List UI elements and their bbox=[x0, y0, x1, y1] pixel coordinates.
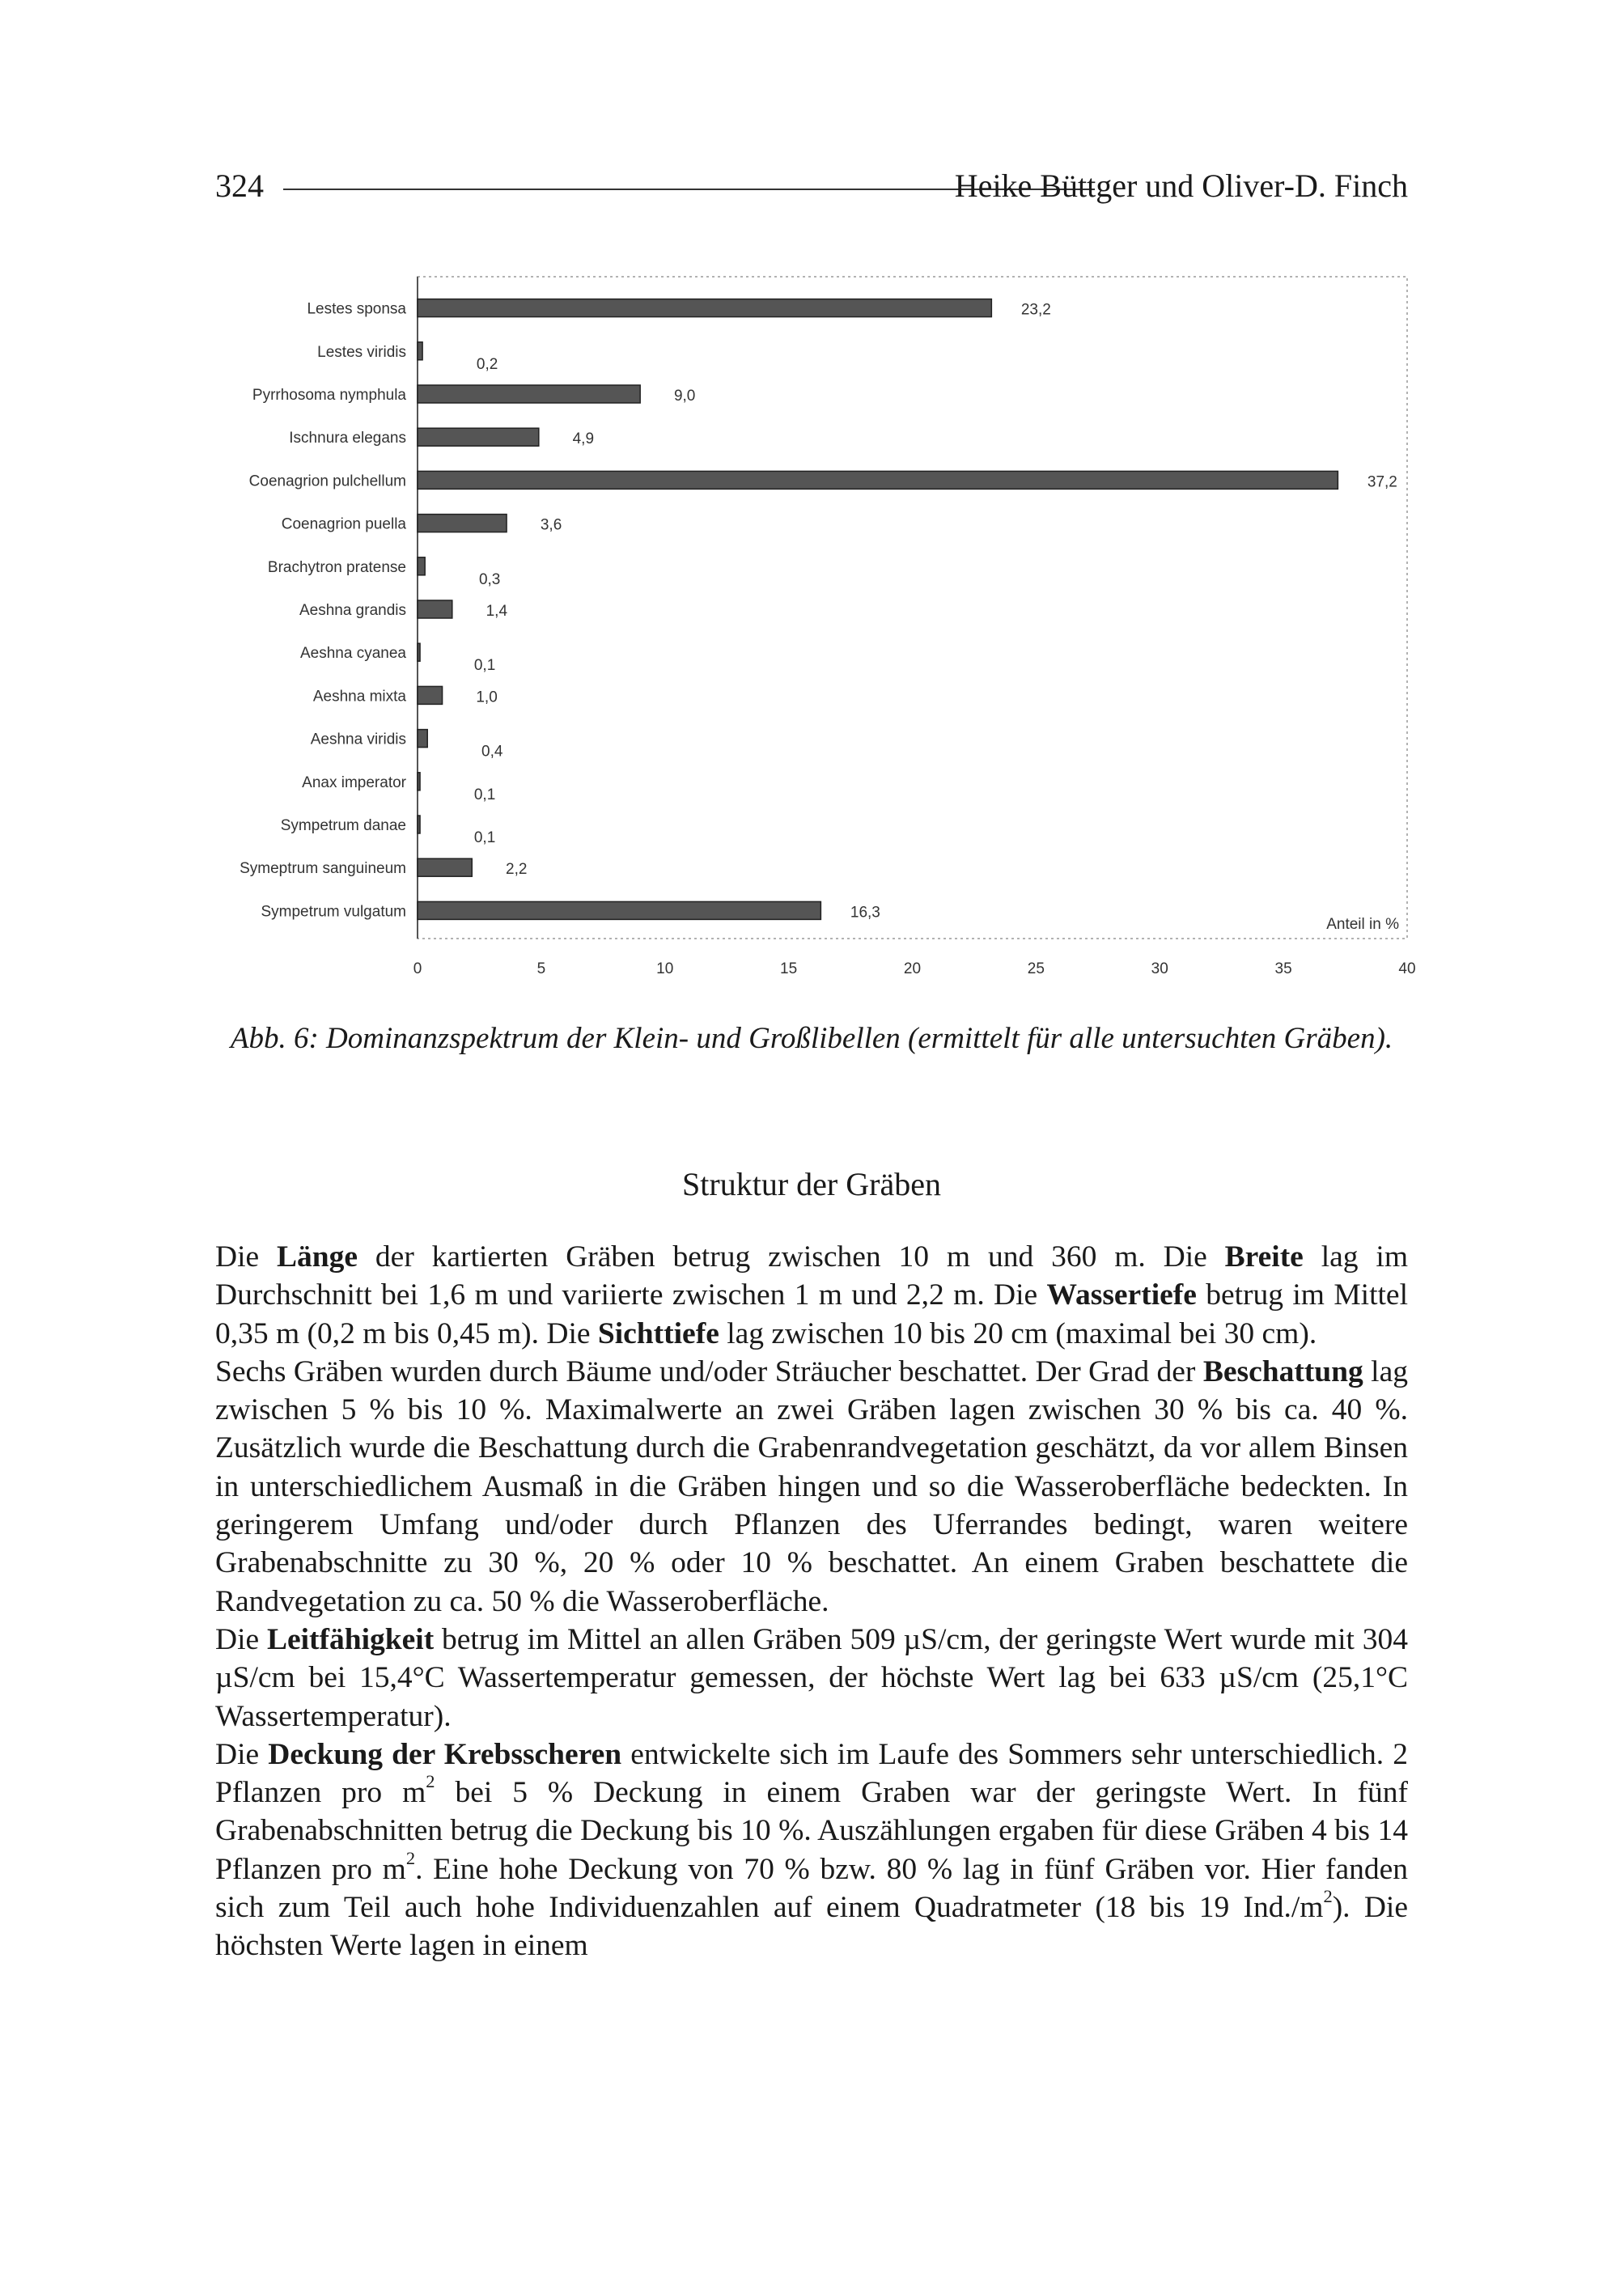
category-label: Sympetrum vulgatum bbox=[261, 903, 406, 921]
bar bbox=[418, 385, 640, 403]
bar bbox=[418, 600, 452, 618]
section-title: Struktur der Gräben bbox=[682, 1166, 941, 1202]
value-label: 1,4 bbox=[486, 603, 508, 620]
bar bbox=[418, 816, 420, 833]
bar bbox=[418, 858, 472, 876]
bar bbox=[418, 515, 507, 532]
value-label: 0,1 bbox=[473, 657, 496, 675]
body-text bbox=[215, 1238, 1408, 1965]
bar bbox=[418, 901, 820, 919]
value-label: 9,0 bbox=[673, 388, 696, 405]
x-tick-label: 5 bbox=[536, 960, 546, 977]
value-label: 23,2 bbox=[1020, 301, 1051, 319]
plot-frame bbox=[418, 277, 1407, 939]
value-label: 0,4 bbox=[481, 743, 503, 761]
category-label: Sympetrum danae bbox=[280, 817, 406, 834]
category-label: Aeshna mixta bbox=[312, 688, 406, 706]
category-label: Pyrrhosoma nymphula bbox=[252, 387, 406, 404]
x-tick-label: 10 bbox=[656, 960, 674, 977]
bar bbox=[418, 342, 422, 360]
paragraph: Sechs Gräben wurden durch Bäume und/oder Sträucher beschattet. Der Grad der Beschattung lag zwischen 5 % bis 10 %. Maximalwerte an zwei Gräben lagen zwischen 30 % bis ca. 40 %. Zusätzlich wurde die Beschattung durch die Grabenrandvegetation geschätzt, da vor allem Binsen in unterschiedlichem Ausmaß in die Gräben hingen und so die Wasseroberfläche bedeckten. In geringerem Umfang und/oder durch Pflanzen des Uferrandes bedingt, waren weitere Grabenabschnitte zu 30 %, 20 % oder 10 % beschattet. An einem Graben beschattete die Randvegetation zu ca. 50 % die Wasseroberfläche. bbox=[215, 1354, 1408, 1618]
figure-caption: Abb. 6: Dominanzspektrum der Klein- und Großlibellen (ermittelt für alle untersuchten Gräben). bbox=[230, 1022, 1393, 1055]
category-label: Lestes sponsa bbox=[307, 300, 406, 318]
x-tick-label: 20 bbox=[903, 960, 922, 977]
category-label: Lestes viridis bbox=[317, 343, 406, 361]
value-label: 2,2 bbox=[506, 861, 528, 879]
x-tick-label: 30 bbox=[1151, 960, 1168, 977]
value-label: 16,3 bbox=[850, 904, 880, 922]
x-tick-label: 0 bbox=[413, 960, 422, 977]
page-number: 324 bbox=[215, 167, 264, 204]
bar bbox=[418, 471, 1338, 489]
value-label: 0,1 bbox=[473, 786, 496, 803]
x-tick-label: 25 bbox=[1027, 960, 1045, 977]
category-label: Aeshna cyanea bbox=[300, 645, 406, 663]
category-label: Symeptrum sanguineum bbox=[240, 860, 406, 878]
bar bbox=[418, 557, 425, 575]
category-label: Coenagrion puella bbox=[281, 515, 406, 533]
value-label: 37,2 bbox=[1367, 473, 1397, 491]
value-label: 0,1 bbox=[473, 829, 496, 846]
value-label: 3,6 bbox=[540, 516, 562, 534]
bar bbox=[418, 730, 427, 748]
value-label: 1,0 bbox=[476, 689, 498, 706]
bar bbox=[418, 686, 443, 704]
bar bbox=[418, 428, 539, 446]
value-label: 0,3 bbox=[478, 570, 501, 588]
category-label: Coenagrion pulchellum bbox=[248, 473, 406, 490]
category-label: Ischnura elegans bbox=[289, 430, 406, 447]
legend-label: Anteil in % bbox=[1326, 916, 1399, 933]
dominance-bar-chart bbox=[202, 267, 1432, 995]
category-label: Aeshna viridis bbox=[310, 731, 406, 748]
bar bbox=[418, 773, 420, 790]
category-label: Brachytron pratense bbox=[267, 558, 406, 576]
value-label: 0,2 bbox=[476, 355, 498, 373]
x-tick-label: 40 bbox=[1398, 960, 1416, 977]
paragraph: Die Leitfähigkeit betrug im Mittel an allen Gräben 509 µS/cm, der geringste Wert wurde mit 304 µS/cm bei 15,4°C Wassertemperatur gemessen, der höchste Wert lag bei 633 µS/cm (25,1°C Wassertemperatur). bbox=[215, 1622, 1408, 1733]
x-tick-label: 15 bbox=[780, 960, 798, 977]
page-header bbox=[215, 162, 1408, 210]
bar bbox=[418, 299, 991, 317]
x-tick-label: 35 bbox=[1274, 960, 1292, 977]
paragraph: Die Deckung der Krebsscheren entwickelte sich im Laufe des Sommers sehr unterschiedlich. 2 Pflanzen pro $m^2$ bei 5 % Deckung in einem Graben war der geringste Wert. In fünf Grabenabschnitten betrug die Deckung bis 10 %. Auszählungen ergaben für diese Gräben 4 bis 14 Pflanzen pro $m^2$. Eine hohe Deckung von 70 % bzw. 80 % lag in fünf Gräben vor. Hier fanden sich zum Teil auch hohe Individuenzahlen auf einem Quadratmeter (18 bis 19 $Ind./m^2$). Die höchsten Werte lagen in einem bbox=[215, 1737, 1408, 1963]
category-label: Anax imperator bbox=[302, 774, 406, 791]
category-label: Aeshna grandis bbox=[299, 602, 406, 619]
paragraph: Die Länge der kartierten Gräben betrug zwischen 10 m und 360 m. Die Breite lag im Durchschnitt bei 1,6 m und variierte zwischen 1 m und 2,2 m. Die Wassertiefe betrug im Mittel 0,35 m (0,2 m bis 0,45 m). Die Sichttiefe lag zwischen 10 bis 20 cm (maximal bei 30 cm). bbox=[215, 1240, 1408, 1350]
bar bbox=[418, 643, 420, 661]
running-head: Heike Büttger und Oliver-D. Finch bbox=[954, 167, 1408, 204]
value-label: 4,9 bbox=[572, 430, 595, 448]
